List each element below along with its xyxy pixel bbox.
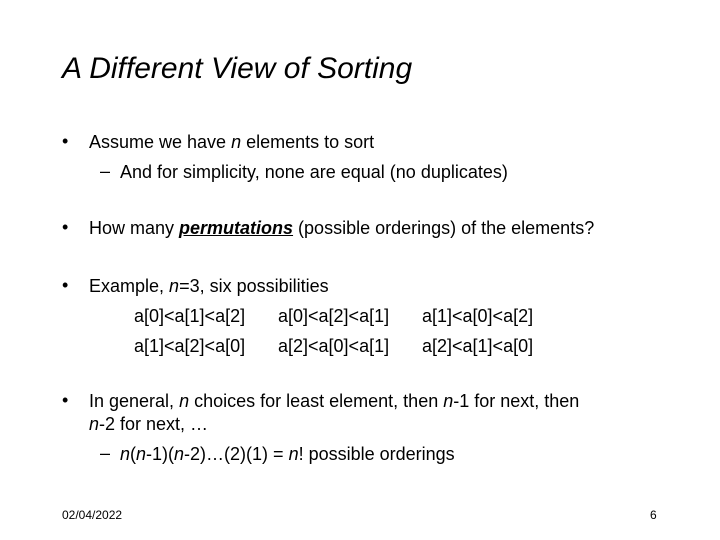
bullet-4-sub <box>120 443 455 465</box>
bullet-2-text <box>89 217 594 239</box>
emphasis-permutations: permutations <box>179 218 294 238</box>
var-n: n <box>89 414 100 434</box>
bullet-1-sub: And for simplicity, none are equal (no duplicates) <box>120 162 508 182</box>
text-run: Assume we have <box>89 132 232 152</box>
bullet-marker: • <box>62 275 69 295</box>
bullet-4-line-2 <box>89 413 208 435</box>
footer-date: 02/04/2022 <box>62 508 123 522</box>
permutation: a[0]<a[2]<a[1] <box>278 306 390 326</box>
var-n: n <box>179 391 190 411</box>
text-run: In general, <box>89 391 180 411</box>
text-run: -1 for next, then <box>453 391 580 411</box>
var-n: n <box>231 132 242 152</box>
text-run: =3, six possibilities <box>179 276 329 296</box>
permutation: a[1]<a[0]<a[2] <box>422 306 534 326</box>
text-run: -1)( <box>146 444 175 464</box>
sub-bullet-marker: – <box>100 443 111 463</box>
var-n: n <box>136 444 147 464</box>
permutation: a[1]<a[2]<a[0] <box>134 336 246 356</box>
text-run: elements to sort <box>241 132 375 152</box>
bullet-1-text <box>89 131 374 153</box>
text-run: (possible orderings) of the elements? <box>293 218 595 238</box>
permutation: a[2]<a[1]<a[0] <box>422 336 534 356</box>
permutation-row-2 <box>134 335 533 357</box>
permutation-row-1 <box>134 305 533 327</box>
slide-title: A Different View of Sorting <box>62 52 413 85</box>
var-n: n <box>169 276 180 296</box>
text-run: ! possible orderings <box>298 444 455 464</box>
text-run: -2)…(2)(1) = <box>184 444 289 464</box>
text-run: ( <box>130 444 137 464</box>
page-number: 6 <box>650 508 657 522</box>
var-n: n <box>443 391 454 411</box>
permutation: a[2]<a[0]<a[1] <box>278 336 390 356</box>
var-n: n <box>120 444 131 464</box>
bullet-3-text <box>89 275 329 297</box>
var-n: n <box>174 444 185 464</box>
text-run: choices for least element, then <box>189 391 444 411</box>
text-run: Example, <box>89 276 170 296</box>
bullet-marker: • <box>62 217 69 237</box>
sub-bullet-marker: – <box>100 161 111 181</box>
text-run: -2 for next, … <box>99 414 209 434</box>
bullet-marker: • <box>62 390 69 410</box>
var-n: n <box>288 444 299 464</box>
permutation: a[0]<a[1]<a[2] <box>134 306 246 326</box>
bullet-4-line-1 <box>89 390 579 412</box>
bullet-marker: • <box>62 131 69 151</box>
text-run: How many <box>89 218 180 238</box>
